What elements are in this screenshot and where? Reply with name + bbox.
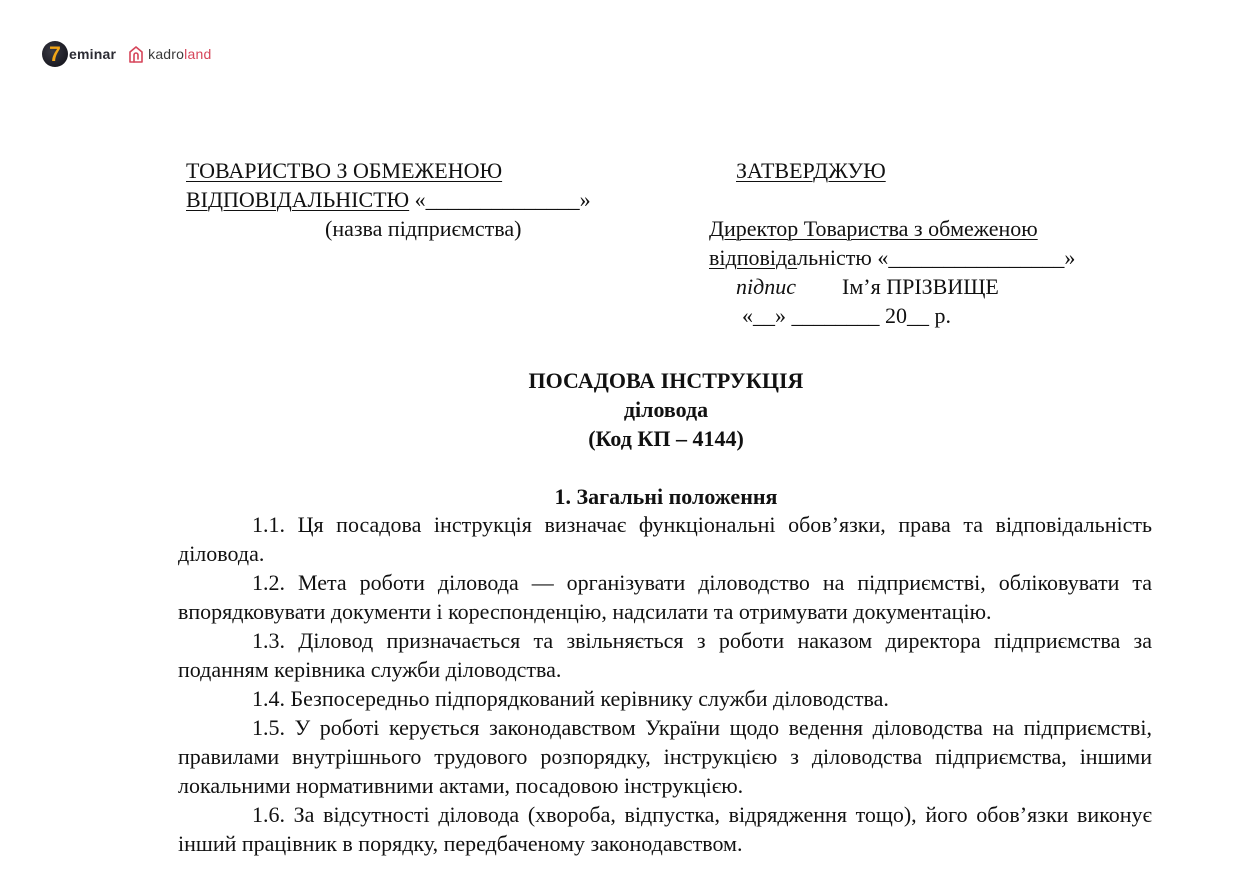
name-label: Ім’я ПРІЗВИЩЕ (842, 274, 999, 299)
house-icon (128, 45, 144, 63)
paragraph-1-4: 1.4. Безпосередньо підпорядкований керівнику служби діловодства. (252, 686, 889, 711)
logo-7eminar-text: eminar (69, 46, 117, 62)
document-position: діловода (623, 397, 709, 422)
paragraph-1-3: 1.3. Діловод призначається та звільняється з роботи наказом директора підприємства за поданням керівника служби діловодства. (178, 628, 1152, 682)
header-logos (42, 40, 211, 68)
paragraph-1-1: 1.1. Ця посадова інструкція визначає функціональні обов’язки, права та відповідальність діловода. (178, 512, 1152, 566)
approval-date-line: «__» ________ 20__ р. (742, 303, 951, 328)
logo-kadroland (128, 45, 211, 63)
organization-name-underlined: ВІДПОВІДАЛЬНІСТЮ (186, 187, 410, 212)
paragraph-1-6: 1.6. За відсутності діловода (хвороба, відпустка, відрядження тощо), його обов’язки виконує інший працівник в порядку, передбаченому законодавством. (178, 802, 1152, 856)
signature-label: підпис (736, 274, 797, 299)
logo-kadroland-text (148, 46, 211, 62)
logo-kadroland-main: kadro (148, 46, 185, 62)
seven-badge-icon: 7 (42, 41, 68, 67)
organization-caption: (назва підприємства) (325, 216, 522, 241)
paragraph-1-5: 1.5. У роботі керується законодавством України щодо ведення діловодства на підприємстві, правилами внутрішнього трудового розпорядку, інструкцією з діловодства підприємства, іншими локальними нормативними актами, посадовою інструкцією. (178, 715, 1152, 798)
director-line1: Директор Товариства з обмеженою (709, 216, 1038, 241)
organization-name-blank: «______________» (409, 187, 591, 212)
director-line2-underlined: відповіда (709, 245, 798, 270)
director-line2 (709, 243, 1075, 272)
director-line2-rest: льністю «________________» (797, 245, 1076, 270)
organization-name-line1: ТОВАРИСТВО З ОБМЕЖЕНОЮ (186, 158, 503, 183)
section-body (178, 510, 1152, 858)
logo-7eminar (42, 41, 116, 67)
logo-kadroland-accent: land (184, 46, 212, 62)
document-code: (Код КП – 4144) (588, 426, 744, 451)
section-title: 1. Загальні положення (554, 484, 778, 509)
signature-line (736, 272, 999, 301)
organization-name-line2 (186, 185, 591, 214)
document-title: ПОСАДОВА ІНСТРУКЦІЯ (528, 368, 804, 393)
paragraph-1-2: 1.2. Мета роботи діловода — організувати діловодство на підприємстві, обліковувати та впорядковувати документи і кореспонденцію, надсилати та отримувати документацію. (178, 570, 1152, 624)
approval-title: ЗАТВЕРДЖУЮ (736, 158, 886, 183)
